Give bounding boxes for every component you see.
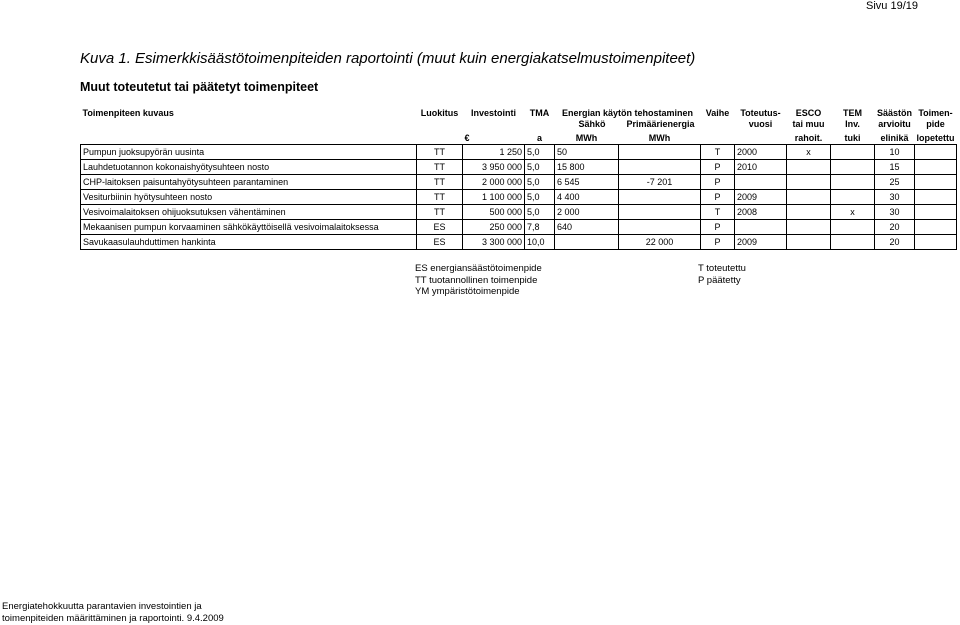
cell-tma: 10,0 <box>525 235 555 250</box>
cell-tma: 5,0 <box>525 175 555 190</box>
cell-esco <box>787 220 831 235</box>
header-sahko: Sähkö <box>578 119 606 129</box>
header-tem-line3: tuki <box>831 130 875 145</box>
figure-caption: Kuva 1. Esimerkkisäästötoimenpiteiden raportointi (muut kuin energiakatselmustoimenpiteet) <box>80 50 696 67</box>
header-toteutusvuosi <box>735 108 787 130</box>
cell-tma: 5,0 <box>525 160 555 175</box>
cell-elinika: 25 <box>875 175 915 190</box>
cell-elinika: 20 <box>875 235 915 250</box>
unit-cell-empty <box>701 130 735 145</box>
table-row <box>81 145 957 160</box>
cell-vaihe: T <box>701 205 735 220</box>
cell-kuvaus: CHP-laitoksen paisuntahyötysuhteen parantaminen <box>81 175 417 190</box>
cell-vuosi: 2009 <box>735 190 787 205</box>
cell-vuosi <box>735 175 787 190</box>
legend-item: TT tuotannollinen toimenpide <box>415 274 538 286</box>
cell-esco <box>787 190 831 205</box>
cell-tma: 5,0 <box>525 205 555 220</box>
header-tem-line1: TEM <box>843 108 862 118</box>
cell-luokitus: TT <box>417 205 463 220</box>
legend-item: T toteutettu <box>698 263 746 274</box>
cell-investointi: 2 000 000 <box>463 175 525 190</box>
header-toimenpide <box>915 108 957 130</box>
header-investointi: Investointi <box>470 108 516 118</box>
legend-phases <box>698 263 746 286</box>
cell-lopetettu <box>915 175 957 190</box>
cell-vuosi: 2008 <box>735 205 787 220</box>
cell-esco <box>787 160 831 175</box>
cell-vaihe: P <box>701 160 735 175</box>
unit-cell-empty <box>81 130 417 145</box>
unit-investointi: € <box>463 130 525 145</box>
cell-luokitus: TT <box>417 175 463 190</box>
cell-vaihe: T <box>701 145 735 160</box>
cell-investointi: 1 100 000 <box>463 190 525 205</box>
cell-sahko <box>555 235 619 250</box>
header-saaston-line2: arvioitu <box>878 119 911 129</box>
legend-classes <box>415 263 542 298</box>
table-row <box>81 190 957 205</box>
cell-lopetettu <box>915 205 957 220</box>
unit-cell-empty <box>417 130 463 145</box>
cell-tem <box>831 160 875 175</box>
legend-item: P päätetty <box>698 274 741 286</box>
cell-vuosi: 2009 <box>735 235 787 250</box>
cell-elinika: 30 <box>875 205 915 220</box>
cell-tma: 5,0 <box>525 190 555 205</box>
cell-primaari <box>619 145 701 160</box>
cell-sahko: 2 000 <box>555 205 619 220</box>
header-toimenpide-line2: pide <box>926 119 945 129</box>
table-row <box>81 235 957 250</box>
header-saaston-line3: elinikä <box>875 130 915 145</box>
cell-luokitus: TT <box>417 145 463 160</box>
header-saaston-line1: Säästön <box>876 108 912 118</box>
cell-tem <box>831 175 875 190</box>
cell-vuosi: 2000 <box>735 145 787 160</box>
cell-tem <box>831 190 875 205</box>
cell-kuvaus: Mekaanisen pumpun korvaaminen sähkökäyttöisellä vesivoimalaitoksessa <box>81 220 417 235</box>
cell-investointi: 3 950 000 <box>463 160 525 175</box>
header-toimenpide-line3: lopetettu <box>915 130 957 145</box>
table-row <box>81 160 957 175</box>
cell-vuosi: 2010 <box>735 160 787 175</box>
cell-vaihe: P <box>701 190 735 205</box>
cell-vaihe: P <box>701 235 735 250</box>
header-vaihe: Vaihe <box>705 108 730 118</box>
cell-lopetettu <box>915 220 957 235</box>
cell-elinika: 20 <box>875 220 915 235</box>
cell-tem <box>831 220 875 235</box>
header-tma: TMA <box>529 108 550 118</box>
cell-primaari: -7 201 <box>619 175 701 190</box>
cell-kuvaus: Lauhdetuotannon kokonaishyötysuhteen nosto <box>81 160 417 175</box>
cell-primaari <box>619 190 701 205</box>
document-footer <box>2 601 224 625</box>
cell-tem <box>831 145 875 160</box>
unit-cell-empty <box>735 130 787 145</box>
page-number: Sivu 19/19 <box>866 0 918 12</box>
cell-elinika: 15 <box>875 160 915 175</box>
cell-esco <box>787 175 831 190</box>
header-tem <box>831 108 875 130</box>
header-esco-line3: rahoit. <box>787 130 831 145</box>
table-body <box>81 145 957 250</box>
cell-primaari <box>619 160 701 175</box>
footer-line: toimenpiteiden määrittäminen ja raportointi. 9.4.2009 <box>2 613 224 624</box>
cell-sahko: 4 400 <box>555 190 619 205</box>
cell-esco: x <box>787 145 831 160</box>
cell-vaihe: P <box>701 220 735 235</box>
cell-primaari <box>619 220 701 235</box>
header-kuvaus: Toimenpiteen kuvaus <box>82 108 174 118</box>
cell-lopetettu <box>915 235 957 250</box>
cell-elinika: 30 <box>875 190 915 205</box>
cell-vuosi <box>735 220 787 235</box>
cell-luokitus: TT <box>417 190 463 205</box>
measures-table <box>80 108 957 250</box>
unit-sahko: MWh <box>555 130 619 145</box>
cell-elinika: 10 <box>875 145 915 160</box>
table-row <box>81 205 957 220</box>
cell-lopetettu <box>915 190 957 205</box>
cell-investointi: 1 250 <box>463 145 525 160</box>
cell-tem <box>831 235 875 250</box>
cell-kuvaus: Pumpun juoksupyörän uusinta <box>81 145 417 160</box>
header-saaston <box>875 108 915 130</box>
cell-luokitus: TT <box>417 160 463 175</box>
cell-kuvaus: Vesiturbiinin hyötysuhteen nosto <box>81 190 417 205</box>
header-tem-line2: Inv. <box>845 119 860 129</box>
cell-sahko: 640 <box>555 220 619 235</box>
cell-sahko: 50 <box>555 145 619 160</box>
cell-luokitus: ES <box>417 220 463 235</box>
table-row <box>81 175 957 190</box>
cell-investointi: 250 000 <box>463 220 525 235</box>
cell-investointi: 3 300 000 <box>463 235 525 250</box>
cell-tem: x <box>831 205 875 220</box>
cell-primaari <box>619 205 701 220</box>
cell-kuvaus: Vesivoimalaitoksen ohijuoksutuksen vähentäminen <box>81 205 417 220</box>
legend-item: YM ympäristötoimenpide <box>415 286 520 297</box>
table-header <box>81 108 957 145</box>
header-toteutusvuosi-line1: Toteutus- <box>740 108 781 118</box>
header-toimenpide-line1: Toimen- <box>918 108 953 118</box>
header-esco-line2: tai muu <box>792 119 825 129</box>
cell-lopetettu <box>915 145 957 160</box>
header-esco-line1: ESCO <box>795 108 822 118</box>
cell-vaihe: P <box>701 175 735 190</box>
cell-esco <box>787 235 831 250</box>
cell-esco <box>787 205 831 220</box>
cell-investointi: 500 000 <box>463 205 525 220</box>
header-primaari: Primäärienergia <box>626 119 695 129</box>
cell-tma: 7,8 <box>525 220 555 235</box>
cell-luokitus: ES <box>417 235 463 250</box>
legend-item: ES energiansäästötoimenpide <box>415 263 542 274</box>
cell-sahko: 15 800 <box>555 160 619 175</box>
cell-lopetettu <box>915 160 957 175</box>
cell-tma: 5,0 <box>525 145 555 160</box>
footer-line: Energiatehokkuutta parantavien investointien ja <box>2 601 202 612</box>
table-row <box>81 220 957 235</box>
cell-primaari: 22 000 <box>619 235 701 250</box>
cell-kuvaus: Savukaasulauhduttimen hankinta <box>81 235 417 250</box>
header-luokitus: Luokitus <box>420 108 459 118</box>
header-toteutusvuosi-line2: vuosi <box>748 119 773 129</box>
cell-sahko: 6 545 <box>555 175 619 190</box>
section-title: Muut toteutetut tai päätetyt toimenpiteet <box>80 80 319 94</box>
unit-primaari: MWh <box>619 130 701 145</box>
header-esco <box>787 108 831 130</box>
header-tehostaminen-label: Energian käytön tehostaminen <box>561 108 694 118</box>
header-tehostaminen <box>555 108 701 130</box>
unit-tma: a <box>525 130 555 145</box>
